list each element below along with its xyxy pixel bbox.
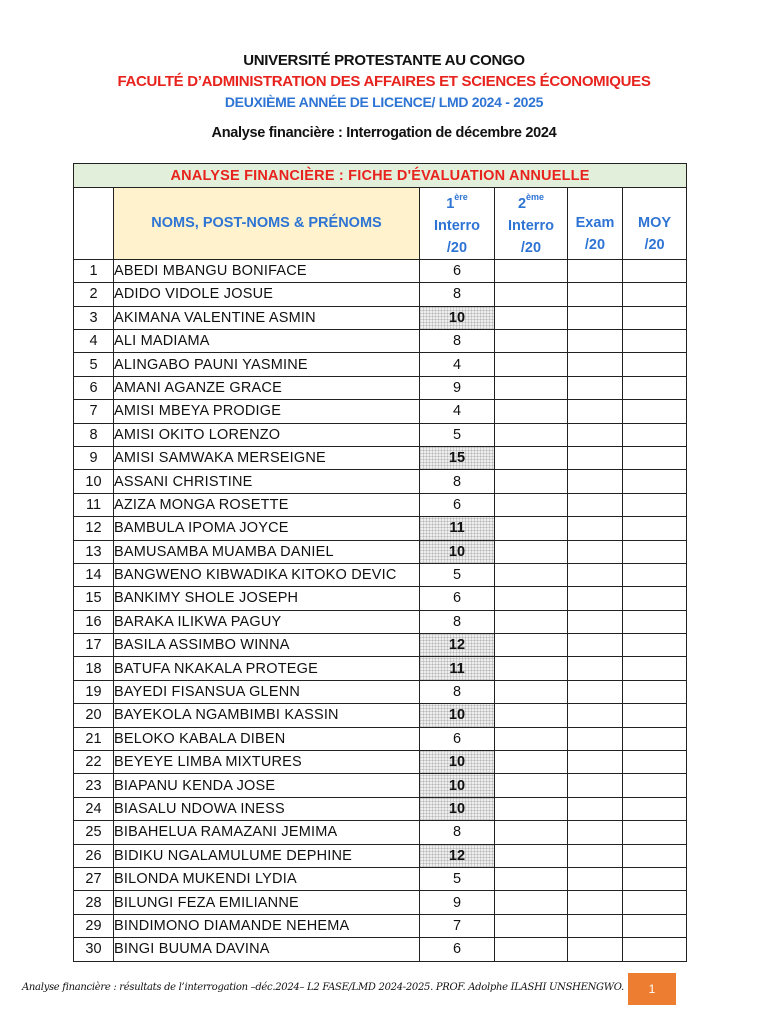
student-name: BILUNGI FEZA EMILIANNE: [114, 891, 420, 914]
exam-score: [568, 634, 623, 657]
header-interro-2: [495, 188, 568, 260]
interro-1-score: 10: [420, 306, 495, 329]
exam-score: [568, 353, 623, 376]
average-score: [623, 376, 687, 399]
exam-score: [568, 400, 623, 423]
interro-2-score: [495, 400, 568, 423]
row-number: 27: [74, 867, 114, 890]
student-name: ASSANI CHRISTINE: [114, 470, 420, 493]
average-score: [623, 306, 687, 329]
exam-score: [568, 610, 623, 633]
row-number: 7: [74, 400, 114, 423]
header-interro-1-scale: /20: [446, 239, 468, 256]
interro-2-score: [495, 821, 568, 844]
interro-1-score: 8: [420, 283, 495, 306]
student-name: BAYEDI FISANSUA GLENN: [114, 680, 420, 703]
table-row: [74, 587, 687, 610]
interro-1-score: 15: [420, 446, 495, 469]
program-title: DEUXIÈME ANNÉE DE LICENCE/ LMD 2024 - 2025: [224, 94, 544, 110]
interro-1-score: 10: [420, 540, 495, 563]
interro-2-score: [495, 727, 568, 750]
interro-1-score: 8: [420, 330, 495, 353]
exam-score: [568, 493, 623, 516]
interro-2-score: [495, 446, 568, 469]
exam-score: [568, 914, 623, 937]
table-row: [74, 891, 687, 914]
student-name: AKIMANA VALENTINE ASMIN: [114, 306, 420, 329]
row-number: 25: [74, 821, 114, 844]
average-score: [623, 891, 687, 914]
average-score: [623, 680, 687, 703]
interro-2-score: [495, 306, 568, 329]
student-name: BEYEYE LIMBA MIXTURES: [114, 751, 420, 774]
exam-score: [568, 938, 623, 961]
average-score: [623, 634, 687, 657]
table-row: [74, 680, 687, 703]
table-body: [74, 259, 687, 961]
exam-score: [568, 283, 623, 306]
header-interro-1-num: 1: [446, 195, 455, 212]
interro-1-score: 6: [420, 259, 495, 282]
exam-score: [568, 259, 623, 282]
exam-score: [568, 306, 623, 329]
row-number: 18: [74, 657, 114, 680]
exam-score: [568, 657, 623, 680]
table-row: [74, 610, 687, 633]
interro-1-score: 10: [420, 704, 495, 727]
table-row: [74, 446, 687, 469]
interro-1-score: 5: [420, 867, 495, 890]
exam-score: [568, 727, 623, 750]
row-number: 12: [74, 517, 114, 540]
student-name: AMISI MBEYA PRODIGE: [114, 400, 420, 423]
average-score: [623, 914, 687, 937]
header-average-scale: /20: [644, 237, 665, 254]
average-score: [623, 610, 687, 633]
average-score: [623, 423, 687, 446]
interro-2-score: [495, 704, 568, 727]
student-name: BIASALU NDOWA INESS: [114, 797, 420, 820]
interro-2-score: [495, 610, 568, 633]
interro-1-score: 10: [420, 774, 495, 797]
table-row: [74, 283, 687, 306]
table-row: [74, 400, 687, 423]
table-row: [74, 914, 687, 937]
interro-2-score: [495, 259, 568, 282]
exam-score: [568, 517, 623, 540]
student-name: BINGI BUUMA DAVINA: [114, 938, 420, 961]
exam-score: [568, 563, 623, 586]
average-score: [623, 774, 687, 797]
table-row: [74, 867, 687, 890]
interro-2-score: [495, 680, 568, 703]
row-number: 11: [74, 493, 114, 516]
table-banner: ANALYSE FINANCIÈRE : FICHE D'ÉVALUATION ANNUELLE: [74, 164, 687, 188]
interro-2-score: [495, 540, 568, 563]
exam-score: [568, 540, 623, 563]
row-number: 19: [74, 680, 114, 703]
interro-1-score: 10: [420, 797, 495, 820]
student-name: BAMUSAMBA MUAMBA DANIEL: [114, 540, 420, 563]
header-exam-label: Exam: [575, 215, 615, 232]
table-row: [74, 330, 687, 353]
exam-score: [568, 330, 623, 353]
student-name: BASILA ASSIMBO WINNA: [114, 634, 420, 657]
average-score: [623, 517, 687, 540]
interro-2-score: [495, 938, 568, 961]
exam-score: [568, 821, 623, 844]
table-row: [74, 376, 687, 399]
interro-2-score: [495, 283, 568, 306]
interro-2-score: [495, 657, 568, 680]
average-score: [623, 400, 687, 423]
row-number: 1: [74, 259, 114, 282]
exam-score: [568, 376, 623, 399]
table-row: [74, 259, 687, 282]
interro-1-score: 9: [420, 891, 495, 914]
average-score: [623, 283, 687, 306]
average-score: [623, 751, 687, 774]
exam-score: [568, 423, 623, 446]
interro-1-score: 5: [420, 563, 495, 586]
average-score: [623, 493, 687, 516]
student-name: BAYEKOLA NGAMBIMBI KASSIN: [114, 704, 420, 727]
table-row: [74, 704, 687, 727]
interro-2-score: [495, 353, 568, 376]
interro-1-score: 4: [420, 400, 495, 423]
header-interro-2-label: Interro: [508, 217, 554, 234]
average-score: [623, 938, 687, 961]
table-row: [74, 774, 687, 797]
interro-2-score: [495, 376, 568, 399]
average-score: [623, 727, 687, 750]
interro-1-score: 11: [420, 517, 495, 540]
student-name: BILONDA MUKENDI LYDIA: [114, 867, 420, 890]
row-number: 28: [74, 891, 114, 914]
table-banner-row: [74, 164, 687, 188]
student-name: AZIZA MONGA ROSETTE: [114, 493, 420, 516]
student-name: AMISI OKITO LORENZO: [114, 423, 420, 446]
row-number: 5: [74, 353, 114, 376]
exam-score: [568, 704, 623, 727]
row-number: 17: [74, 634, 114, 657]
row-number: 14: [74, 563, 114, 586]
exam-score: [568, 446, 623, 469]
header-interro-1-label: Interro: [434, 217, 480, 234]
row-number: 29: [74, 914, 114, 937]
row-number: 10: [74, 470, 114, 493]
table-row: [74, 821, 687, 844]
interro-2-score: [495, 517, 568, 540]
student-name: BIBAHELUA RAMAZANI JEMIMA: [114, 821, 420, 844]
student-name: BELOKO KABALA DIBEN: [114, 727, 420, 750]
interro-1-score: 6: [420, 587, 495, 610]
exam-score: [568, 774, 623, 797]
row-number: 6: [74, 376, 114, 399]
faculty-title: FACULTÉ D’ADMINISTRATION DES AFFAIRES ET SCIENCES ÉCONOMIQUES: [117, 73, 651, 90]
student-name: BINDIMONO DIAMANDE NEHEMA: [114, 914, 420, 937]
student-name: AMISI SAMWAKA MERSEIGNE: [114, 446, 420, 469]
average-score: [623, 540, 687, 563]
student-name: AMANI AGANZE GRACE: [114, 376, 420, 399]
interro-1-score: 7: [420, 914, 495, 937]
row-number: 22: [74, 751, 114, 774]
table-row: [74, 751, 687, 774]
table-row: [74, 493, 687, 516]
exam-score: [568, 844, 623, 867]
row-number: 13: [74, 540, 114, 563]
row-number: 26: [74, 844, 114, 867]
interro-2-score: [495, 867, 568, 890]
header-average: [623, 188, 687, 260]
average-score: [623, 330, 687, 353]
interro-1-score: 12: [420, 844, 495, 867]
average-score: [623, 867, 687, 890]
average-score: [623, 657, 687, 680]
row-number: 21: [74, 727, 114, 750]
table-row: [74, 634, 687, 657]
interro-2-score: [495, 634, 568, 657]
row-number: 20: [74, 704, 114, 727]
row-number: 9: [74, 446, 114, 469]
row-number: 3: [74, 306, 114, 329]
exam-score: [568, 891, 623, 914]
row-number: 2: [74, 283, 114, 306]
interro-1-score: 12: [420, 634, 495, 657]
university-title: UNIVERSITÉ PROTESTANTE AU CONGO: [243, 52, 525, 69]
table-row: [74, 540, 687, 563]
table-row: [74, 470, 687, 493]
student-name: BANKIMY SHOLE JOSEPH: [114, 587, 420, 610]
table-row: [74, 423, 687, 446]
interro-1-score: 6: [420, 727, 495, 750]
interro-2-score: [495, 844, 568, 867]
interro-2-score: [495, 797, 568, 820]
average-score: [623, 821, 687, 844]
table-row: [74, 797, 687, 820]
student-name: BATUFA NKAKALA PROTEGE: [114, 657, 420, 680]
student-name: BARAKA ILIKWA PAGUY: [114, 610, 420, 633]
interro-2-score: [495, 751, 568, 774]
average-score: [623, 587, 687, 610]
header-names: NOMS, POST-NOMS & PRÉNOMS: [114, 188, 420, 260]
student-name: BANGWENO KIBWADIKA KITOKO DEVIC: [114, 563, 420, 586]
header-interro-2-sup: ème: [526, 192, 545, 202]
average-score: [623, 470, 687, 493]
interro-2-score: [495, 493, 568, 516]
exam-score: [568, 751, 623, 774]
exam-score: [568, 587, 623, 610]
footer-text: Analyse financière : résultats de l’interrogation –déc.2024– L2 FASE/LMD 2024-2025. PROF. Adolphe ILASHI UNSHENGWO.: [22, 982, 624, 993]
student-name: BAMBULA IPOMA JOYCE: [114, 517, 420, 540]
table-row: [74, 517, 687, 540]
exam-score: [568, 470, 623, 493]
evaluation-table: [73, 163, 687, 962]
row-number: 15: [74, 587, 114, 610]
header-interro-2-scale: /20: [520, 239, 542, 256]
table-row: [74, 563, 687, 586]
interro-2-score: [495, 774, 568, 797]
interro-1-score: 9: [420, 376, 495, 399]
interro-2-score: [495, 423, 568, 446]
interro-1-score: 8: [420, 470, 495, 493]
interro-1-score: 8: [420, 610, 495, 633]
student-name: ABEDI MBANGU BONIFACE: [114, 259, 420, 282]
page-number: 1: [628, 973, 676, 1005]
table-row: [74, 727, 687, 750]
interro-1-score: 6: [420, 493, 495, 516]
interro-2-score: [495, 470, 568, 493]
interro-1-score: 4: [420, 353, 495, 376]
student-name: BIDIKU NGALAMULUME DEPHINE: [114, 844, 420, 867]
document-subtitle: Analyse financière : Interrogation de décembre 2024: [211, 125, 557, 141]
row-number: 23: [74, 774, 114, 797]
interro-1-score: 8: [420, 680, 495, 703]
average-score: [623, 797, 687, 820]
table-row: [74, 657, 687, 680]
header-number-cell: [74, 188, 114, 260]
interro-2-score: [495, 891, 568, 914]
header-interro-2-num: 2: [517, 195, 527, 212]
header-interro-1-sup: ère: [454, 192, 468, 202]
row-number: 4: [74, 330, 114, 353]
table-header-row: [74, 188, 687, 260]
table-row: [74, 938, 687, 961]
exam-score: [568, 797, 623, 820]
interro-1-score: 11: [420, 657, 495, 680]
interro-2-score: [495, 330, 568, 353]
interro-1-score: 5: [420, 423, 495, 446]
student-name: ALINGABO PAUNI YASMINE: [114, 353, 420, 376]
average-score: [623, 704, 687, 727]
table-row: [74, 844, 687, 867]
header-interro-1: [420, 188, 495, 260]
table-row: [74, 353, 687, 376]
average-score: [623, 446, 687, 469]
table-row: [74, 306, 687, 329]
exam-score: [568, 867, 623, 890]
student-name: ALI MADIAMA: [114, 330, 420, 353]
interro-1-score: 8: [420, 821, 495, 844]
row-number: 24: [74, 797, 114, 820]
interro-2-score: [495, 587, 568, 610]
interro-1-score: 10: [420, 751, 495, 774]
header-exam: [568, 188, 623, 260]
student-name: ADIDO VIDOLE JOSUE: [114, 283, 420, 306]
average-score: [623, 353, 687, 376]
average-score: [623, 563, 687, 586]
interro-2-score: [495, 914, 568, 937]
interro-2-score: [495, 563, 568, 586]
exam-score: [568, 680, 623, 703]
average-score: [623, 259, 687, 282]
header-average-label: MOY: [638, 215, 672, 232]
row-number: 8: [74, 423, 114, 446]
header-exam-scale: /20: [584, 237, 606, 254]
student-name: BIAPANU KENDA JOSE: [114, 774, 420, 797]
row-number: 30: [74, 938, 114, 961]
row-number: 16: [74, 610, 114, 633]
interro-1-score: 6: [420, 938, 495, 961]
average-score: [623, 844, 687, 867]
